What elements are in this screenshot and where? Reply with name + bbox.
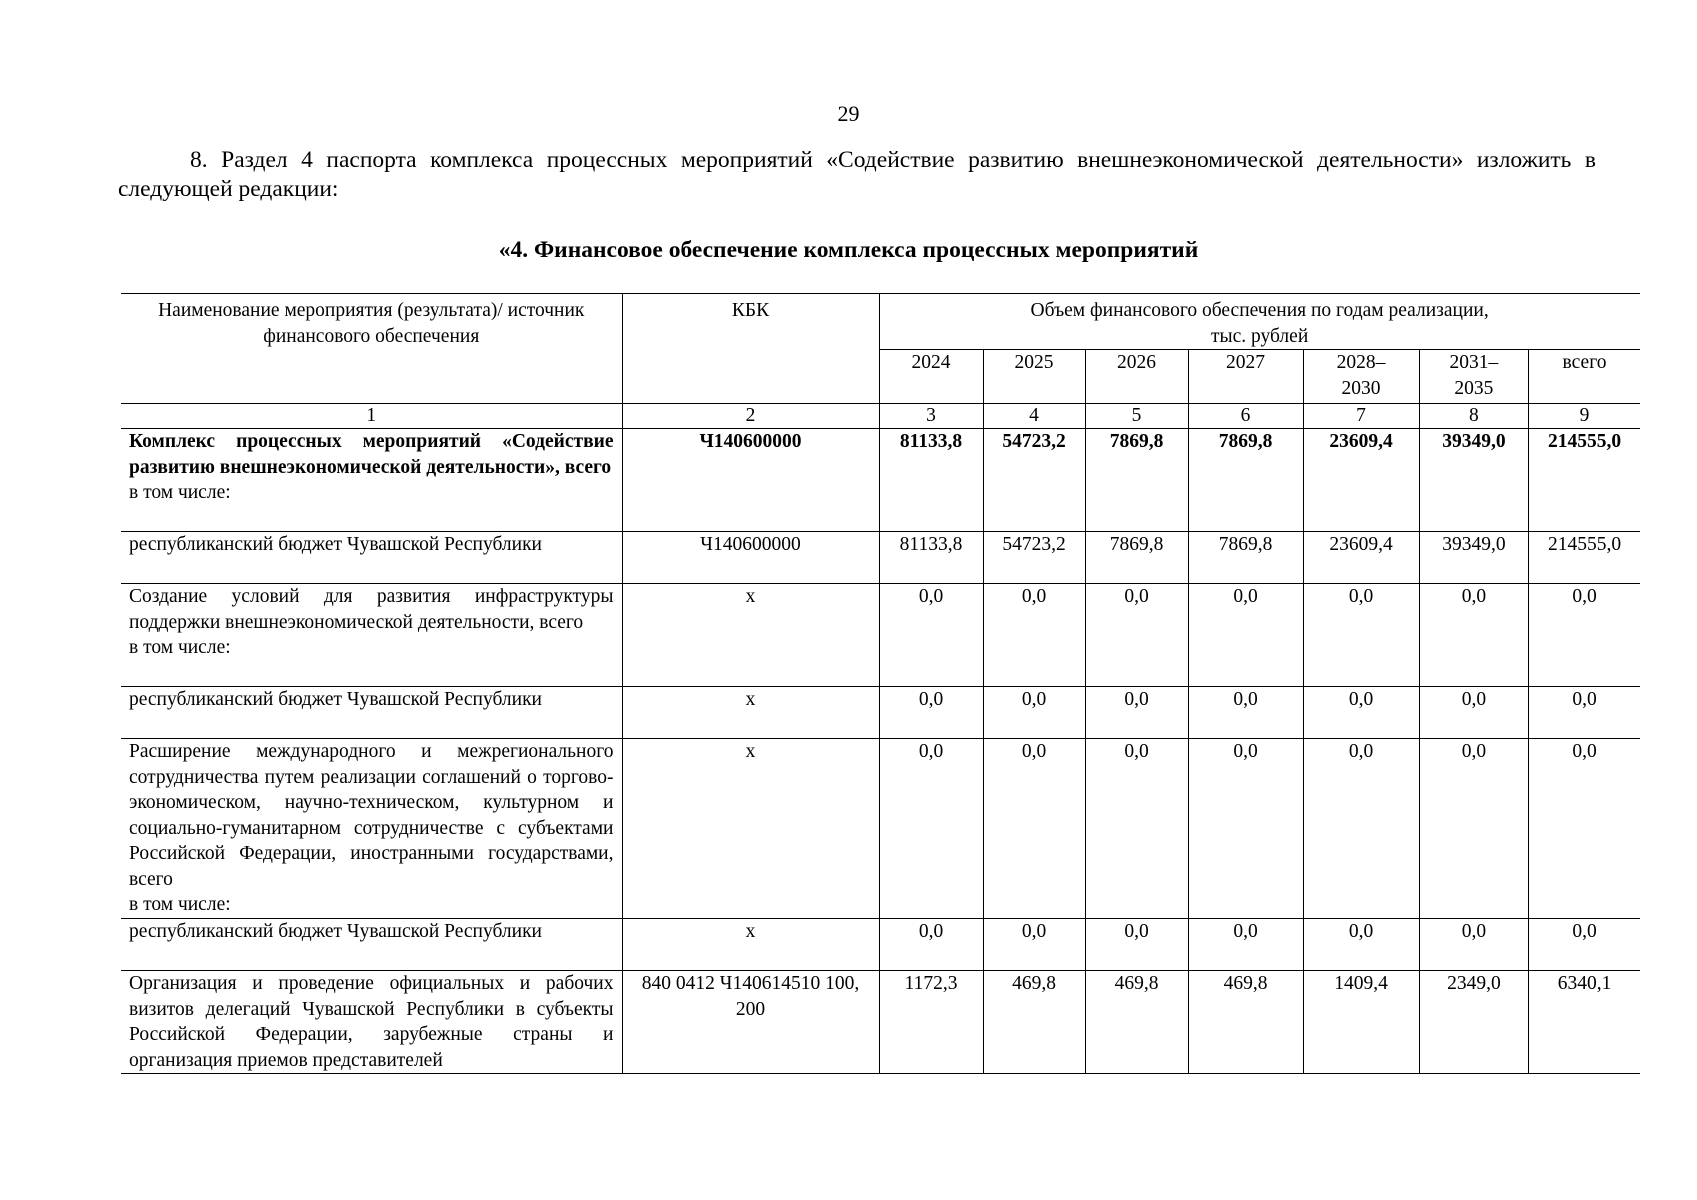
row-name-note: в том числе: xyxy=(129,482,231,503)
row-name-cell xyxy=(121,584,622,687)
column-number: 1 xyxy=(121,404,622,429)
row-value: 23609,4 xyxy=(1303,429,1419,532)
header-volume-col: Объем финансового обеспечения по годам реализации, тыс. рублей xyxy=(879,294,1640,350)
intro-paragraph: 8. Раздел 4 паспорта комплекса процессных мероприятий «Содействие развитию внешнеэкономической деятельности» изложить в следующей редакции: xyxy=(118,147,1596,202)
row-kbk: Ч140600000 xyxy=(622,532,879,584)
row-name: Расширение международного и межрегионального сотрудничества путем реализации соглашений о торгово-экономическом, научно-техническом, культурном и социально-гуманитарном сотрудничестве с субъектами Российской Федерации, иностранными государствами, всего xyxy=(129,741,614,890)
row-value: 7869,8 xyxy=(1188,532,1303,584)
row-value: 0,0 xyxy=(1419,739,1529,919)
row-name: Организация и проведение официальных и рабочих визитов делегаций Чувашской Республики в субъекты Российской Федерации, зарубежные страны и организация приемов представителей xyxy=(121,971,622,1074)
row-value: 0,0 xyxy=(1303,584,1419,687)
table-row xyxy=(121,739,1640,919)
row-value: 23609,4 xyxy=(1303,532,1419,584)
row-value: 0,0 xyxy=(983,687,1085,739)
row-value: 0,0 xyxy=(1419,919,1529,971)
row-value: 0,0 xyxy=(1529,919,1640,971)
row-value: 469,8 xyxy=(1188,971,1303,1074)
column-number: 2 xyxy=(622,404,879,429)
column-number: 6 xyxy=(1188,404,1303,429)
row-value: 1172,3 xyxy=(879,971,983,1074)
row-value: 0,0 xyxy=(1188,919,1303,971)
year-header: 2028– 2030 xyxy=(1303,350,1419,404)
row-value: 39349,0 xyxy=(1419,532,1529,584)
year-header: 2027 xyxy=(1188,350,1303,404)
row-value: 7869,8 xyxy=(1188,429,1303,532)
row-kbk: 840 0412 Ч140614510 100, 200 xyxy=(622,971,879,1074)
row-value: 0,0 xyxy=(1085,584,1188,687)
row-value: 0,0 xyxy=(1085,687,1188,739)
row-name-note: в том числе: xyxy=(129,894,231,915)
row-value: 0,0 xyxy=(983,919,1085,971)
row-value: 469,8 xyxy=(1085,971,1188,1074)
row-name-cell xyxy=(121,429,622,532)
table-row xyxy=(121,429,1640,532)
column-number: 8 xyxy=(1419,404,1529,429)
table-header-row xyxy=(121,294,1640,350)
column-number: 4 xyxy=(983,404,1085,429)
table-row xyxy=(121,584,1640,687)
row-value: 0,0 xyxy=(879,739,983,919)
row-kbk: х xyxy=(622,687,879,739)
row-value: 0,0 xyxy=(1303,739,1419,919)
row-value: 7869,8 xyxy=(1085,429,1188,532)
table-row xyxy=(121,687,1640,739)
column-number-row xyxy=(121,404,1640,429)
row-value: 0,0 xyxy=(879,584,983,687)
row-value: 6340,1 xyxy=(1529,971,1640,1074)
row-name: республиканский бюджет Чувашской Республики xyxy=(121,919,622,971)
row-kbk: х xyxy=(622,919,879,971)
row-kbk: х xyxy=(622,584,879,687)
row-value: 469,8 xyxy=(983,971,1085,1074)
row-value: 81133,8 xyxy=(879,429,983,532)
row-value: 0,0 xyxy=(1529,687,1640,739)
row-name-cell xyxy=(121,739,622,919)
header-kbk-col: КБК xyxy=(622,294,879,404)
page-number: 29 xyxy=(837,101,860,126)
row-value: 7869,8 xyxy=(1085,532,1188,584)
row-value: 39349,0 xyxy=(1419,429,1529,532)
year-header: всего xyxy=(1529,350,1640,404)
column-number: 5 xyxy=(1085,404,1188,429)
row-value: 0,0 xyxy=(983,584,1085,687)
row-value: 0,0 xyxy=(1529,584,1640,687)
table-row xyxy=(121,919,1640,971)
row-value: 0,0 xyxy=(1303,687,1419,739)
row-value: 0,0 xyxy=(1085,919,1188,971)
row-value: 0,0 xyxy=(1303,919,1419,971)
row-value: 0,0 xyxy=(1085,739,1188,919)
row-value: 0,0 xyxy=(879,687,983,739)
row-value: 0,0 xyxy=(1529,739,1640,919)
row-value: 81133,8 xyxy=(879,532,983,584)
row-value: 0,0 xyxy=(1188,584,1303,687)
row-kbk: Ч140600000 xyxy=(622,429,879,532)
row-value: 0,0 xyxy=(1188,739,1303,919)
financing-table xyxy=(121,293,1640,1074)
year-header: 2024 xyxy=(879,350,983,404)
row-name-note: в том числе: xyxy=(129,637,231,658)
column-number: 9 xyxy=(1529,404,1640,429)
column-number: 3 xyxy=(879,404,983,429)
header-name-col: Наименование мероприятия (результата)/ источник финансового обеспечения xyxy=(121,294,622,404)
table-row xyxy=(121,532,1640,584)
row-value: 0,0 xyxy=(1188,687,1303,739)
year-header: 2025 xyxy=(983,350,1085,404)
section-title: «4. Финансовое обеспечение комплекса процессных мероприятий xyxy=(498,237,1199,263)
row-value: 1409,4 xyxy=(1303,971,1419,1074)
row-value: 0,0 xyxy=(879,919,983,971)
row-value: 54723,2 xyxy=(983,532,1085,584)
row-kbk: х xyxy=(622,739,879,919)
table-row xyxy=(121,971,1640,1074)
year-header: 2031– 2035 xyxy=(1419,350,1529,404)
row-value: 214555,0 xyxy=(1529,429,1640,532)
row-value: 214555,0 xyxy=(1529,532,1640,584)
row-value: 54723,2 xyxy=(983,429,1085,532)
row-name: Создание условий для развития инфраструктуры поддержки внешнеэкономической деятельности, всего xyxy=(129,586,614,633)
row-name: республиканский бюджет Чувашской Республики xyxy=(121,532,622,584)
row-value: 0,0 xyxy=(1419,584,1529,687)
row-value: 2349,0 xyxy=(1419,971,1529,1074)
row-value: 0,0 xyxy=(983,739,1085,919)
column-number: 7 xyxy=(1303,404,1419,429)
row-name: республиканский бюджет Чувашской Республики xyxy=(121,687,622,739)
row-name: Комплекс процессных мероприятий «Содействие развитию внешнеэкономической деятельности», всего xyxy=(129,431,614,478)
year-header: 2026 xyxy=(1085,350,1188,404)
row-value: 0,0 xyxy=(1419,687,1529,739)
